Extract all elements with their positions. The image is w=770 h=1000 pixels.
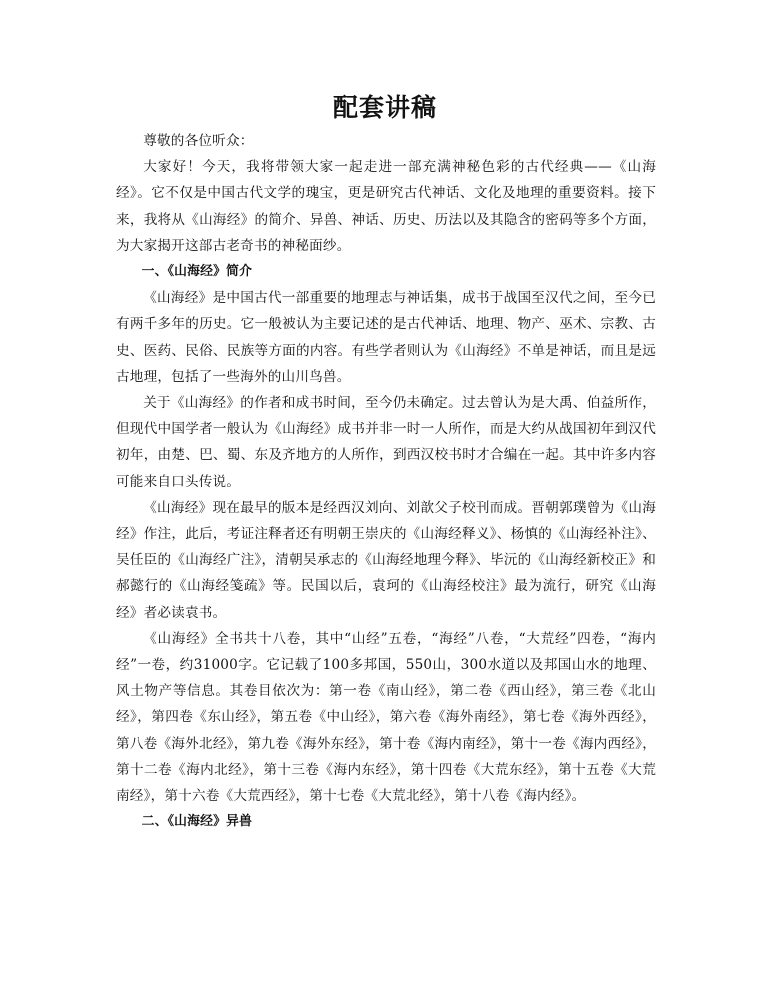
paragraph-contents: 《山海经》全书共十八卷，其中“山经”五卷，“海经”八卷，“大荒经”四卷，“海内经”一卷，约31000字。它记载了100多邦国，550山，300水道以及邦国山水的地理、风土物产等信息。其卷目依次为：第一卷《南山经》，第二卷《西山经》，第三卷《北山经》，第四卷《东山经》，第五卷《中山经》，第六卷《海外南经》，第七卷《海外西经》，第八卷《海外北经》，第九卷《海外东经》，第十卷《海内南经》，第十一卷《海内西经》，第十二卷《海内北经》，第十三卷《海内东经》，第十四卷《大荒东经》，第十五卷《大荒南经》，第十六卷《大荒西经》，第十七卷《大荒北经》，第十八卷《海内经》。 (116, 630, 656, 805)
paragraph-editions: 《山海经》现在最早的版本是经西汉刘向、刘歆父子校刊而成。晋朝郭璞曾为《山海经》作注，此后，考证注释者还有明朝王崇庆的《山海经释义》、杨慎的《山海经补注》、吴任臣的《山海经广注》，清朝吴承志的《山海经地理今释》、毕沅的《山海经新校正》和郝懿行的《山海经笺疏》等。民国以后，袁珂的《山海经校注》最为流行，研究《山海经》者必读袁书。 (116, 499, 656, 621)
intro-paragraph: 大家好！今天，我将带领大家一起走进一部充满神秘色彩的古代经典——《山海经》。它不仅是中国古代文学的瑰宝，更是研究古代神话、文化及地理的重要资料。接下来，我将从《山海经》的简介、异兽、神话、历史、历法以及其隐含的密码等多个方面，为大家揭开这部古老奇书的神秘面纱。 (116, 159, 656, 254)
paragraph-authorship: 关于《山海经》的作者和成书时间，至今仍未确定。过去曾认为是大禹、伯益所作，但现代中国学者一般认为《山海经》成书并非一时一人所作，而是大约从战国初年到汉代初年，由楚、巴、蜀、东及齐地方的人所作，到西汉校书时才合编在一起。其中许多内容可能来自口头传说。 (116, 395, 656, 490)
page-title: 配套讲稿 (332, 93, 437, 122)
paragraph-overview: 《山海经》是中国古代一部重要的地理志与神话集，成书于战国至汉代之间，至今已有两千多年的历史。它一般被认为主要记述的是古代神话、地理、物产、巫术、宗教、古史、医药、民俗、民族等方面的内容。有些学者则认为《山海经》不单是神话，而且是远古地理，包括了一些海外的山川鸟兽。 (116, 290, 656, 385)
document-body (116, 128, 656, 835)
section-heading-introduction: 一、《山海经》简介 (141, 264, 253, 280)
section-heading-strange-beasts: 二、《山海经》异兽 (141, 814, 253, 830)
greeting: 尊敬的各位听众： (143, 133, 254, 149)
